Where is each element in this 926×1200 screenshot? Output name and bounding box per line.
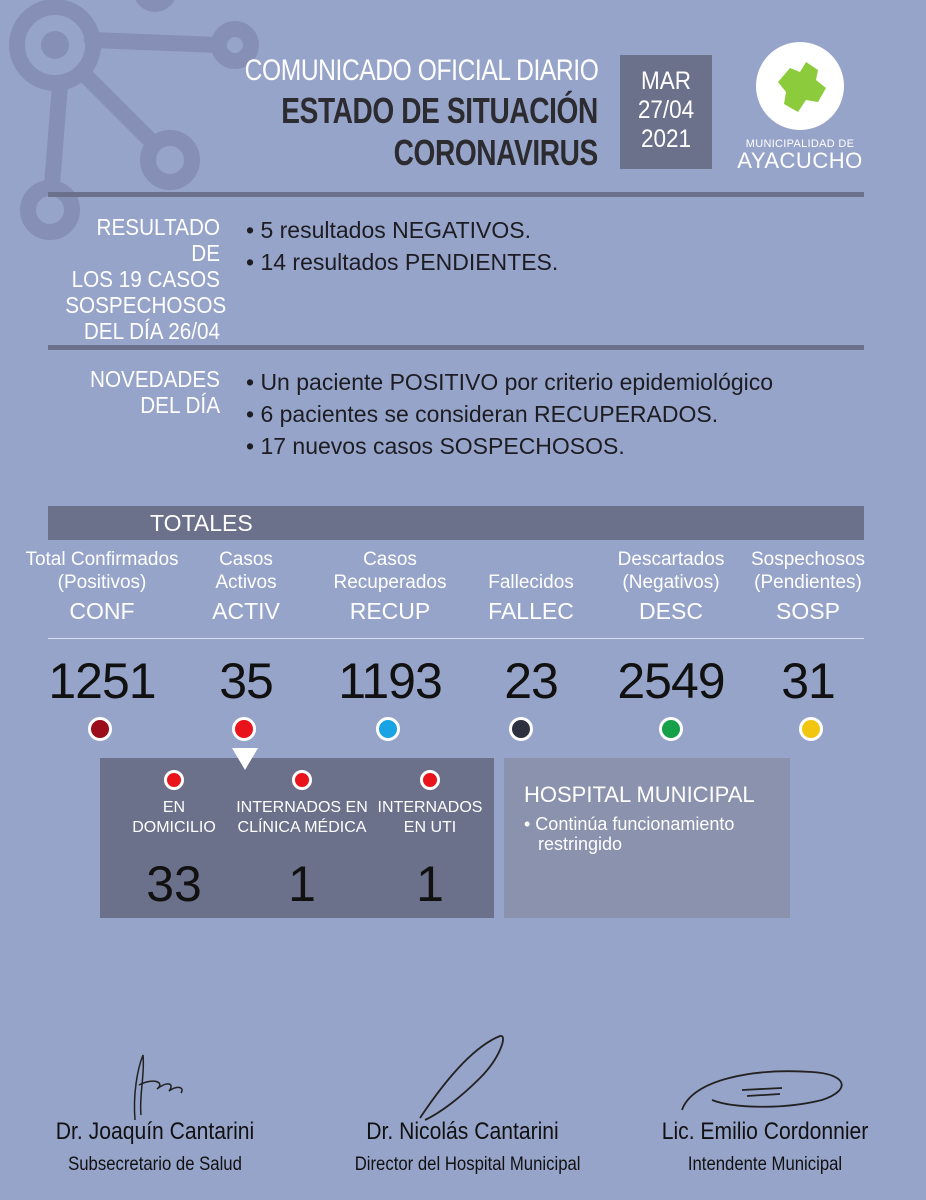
- breakdown-label: [234, 798, 370, 838]
- breakdown-label: [114, 798, 234, 838]
- signature-1-icon: [95, 1045, 205, 1125]
- breakdown-label-line: INTERNADOS EN: [236, 799, 368, 816]
- breakdown-value-home: 33: [146, 856, 202, 912]
- pointer-arrow-icon: [232, 748, 258, 770]
- signature-3-icon: [672, 1060, 857, 1120]
- date-weekday: MAR: [640, 67, 692, 95]
- breakdown-icu: [370, 758, 490, 838]
- logo-text-line2: AYACUCHO: [737, 148, 863, 173]
- column-label-line: Sospechosos: [750, 549, 866, 570]
- column-label-line: Recuperados: [333, 572, 447, 593]
- totals-column-sosp: [723, 548, 893, 628]
- value-fallec: 23: [504, 653, 558, 709]
- date-day-month: 27/04: [637, 96, 695, 124]
- signatory-name-1: Dr. Joaquín Cantarini: [55, 1118, 255, 1145]
- news-label-line: NOVEDADES: [90, 366, 220, 392]
- signatory-role-3: Intendente Municipal: [687, 1154, 843, 1175]
- totals-header: TOTALES: [48, 506, 864, 540]
- status-dot-desc: [659, 717, 683, 741]
- breakdown-label: [370, 798, 490, 838]
- column-label-line: (Positivos): [57, 572, 147, 593]
- logo-emblem: [756, 42, 844, 130]
- breakdown-label-line: EN: [162, 799, 186, 816]
- status-dot-icon: [292, 770, 312, 790]
- breakdown-clinic: [234, 758, 370, 838]
- list-item: • Un paciente POSITIVO por criterio epidemiológico: [246, 369, 774, 395]
- header-subtitle: COMUNICADO OFICIAL DIARIO: [244, 54, 598, 87]
- header-title-line2: CORONAVIRUS: [393, 132, 598, 173]
- breakdown-label-line: CLÍNICA MÉDICA: [237, 819, 367, 836]
- date-badge: [620, 55, 712, 169]
- list-item: • 6 pacientes se consideran RECUPERADOS.: [246, 401, 719, 427]
- divider: [48, 192, 864, 197]
- list-item: • 17 nuevos casos SOSPECHOSOS.: [246, 433, 625, 459]
- breakdown-label-line: DOMICILIO: [132, 819, 216, 836]
- signatory-role-2: Director del Hospital Municipal: [354, 1154, 581, 1175]
- value-conf: 1251: [48, 653, 156, 709]
- column-abbr: CONF: [69, 598, 135, 624]
- list-item: • 14 resultados PENDIENTES.: [246, 249, 559, 275]
- date-year: 2021: [640, 125, 692, 153]
- value-desc: 2549: [617, 653, 725, 709]
- value-activ: 35: [219, 653, 273, 709]
- value-recup: 1193: [338, 653, 442, 709]
- news-label-line: DEL DÍA: [140, 392, 220, 418]
- header-title-line1: ESTADO DE SITUACIÓN: [281, 90, 598, 131]
- results-label-line: LOS 19 CASOS: [71, 266, 220, 292]
- column-label-line: (Negativos): [622, 572, 720, 593]
- column-label: [723, 548, 893, 594]
- column-label-line: (Pendientes): [754, 572, 862, 593]
- results-label-line: SOSPECHOSOS: [65, 292, 227, 318]
- status-dot-activ: [232, 717, 256, 741]
- breakdown-label-line: EN UTI: [403, 819, 457, 836]
- breakdown-value-clinic: 1: [288, 856, 316, 912]
- breakdown-label-line: INTERNADOS: [377, 799, 483, 816]
- hospital-panel: [504, 758, 790, 918]
- signatory-role-1: Subsecretario de Salud: [68, 1154, 242, 1175]
- signatory-name-3: Lic. Emilio Cordonnier: [661, 1118, 869, 1145]
- column-label-line: Activos: [215, 572, 277, 593]
- status-dot-icon: [164, 770, 184, 790]
- breakdown-home: [114, 758, 234, 838]
- results-list: [246, 214, 558, 278]
- logo-text-line1: MUNICIPALIDAD DE: [745, 138, 855, 150]
- status-dot-fallec: [509, 717, 533, 741]
- column-abbr: ACTIV: [212, 598, 280, 624]
- column-label-line: Casos: [363, 549, 417, 570]
- municipality-logo: [735, 42, 865, 177]
- column-abbr: RECUP: [349, 598, 431, 624]
- status-dot-recup: [376, 717, 400, 741]
- hospital-title: HOSPITAL MUNICIPAL: [524, 782, 755, 807]
- column-label-line: Fallecidos: [488, 572, 574, 593]
- divider: [48, 345, 864, 350]
- value-sosp: 31: [781, 653, 835, 709]
- column-label-line: Descartados: [617, 549, 725, 570]
- column-label-line: Total Confirmados: [25, 549, 179, 570]
- breakdown-value-icu: 1: [416, 856, 444, 912]
- news-label: [65, 366, 220, 418]
- column-abbr: FALLEC: [488, 598, 574, 624]
- results-label-line: RESULTADO DE: [96, 214, 220, 266]
- hospital-status: • Continúa funcionamiento restringido: [524, 814, 735, 854]
- column-label-line: Casos: [219, 549, 273, 570]
- signature-2-icon: [400, 1028, 520, 1128]
- results-label: [65, 214, 227, 344]
- divider: [48, 638, 864, 639]
- results-label-line: DEL DÍA 26/04: [83, 318, 220, 344]
- column-abbr: SOSP: [776, 598, 840, 624]
- list-item: • 5 resultados NEGATIVOS.: [246, 217, 532, 243]
- status-dot-conf: [88, 717, 112, 741]
- column-abbr: DESC: [639, 598, 703, 624]
- signatory-name-2: Dr. Nicolás Cantarini: [366, 1118, 559, 1145]
- status-dot-icon: [420, 770, 440, 790]
- status-dot-sosp: [799, 717, 823, 741]
- news-list: [246, 366, 773, 462]
